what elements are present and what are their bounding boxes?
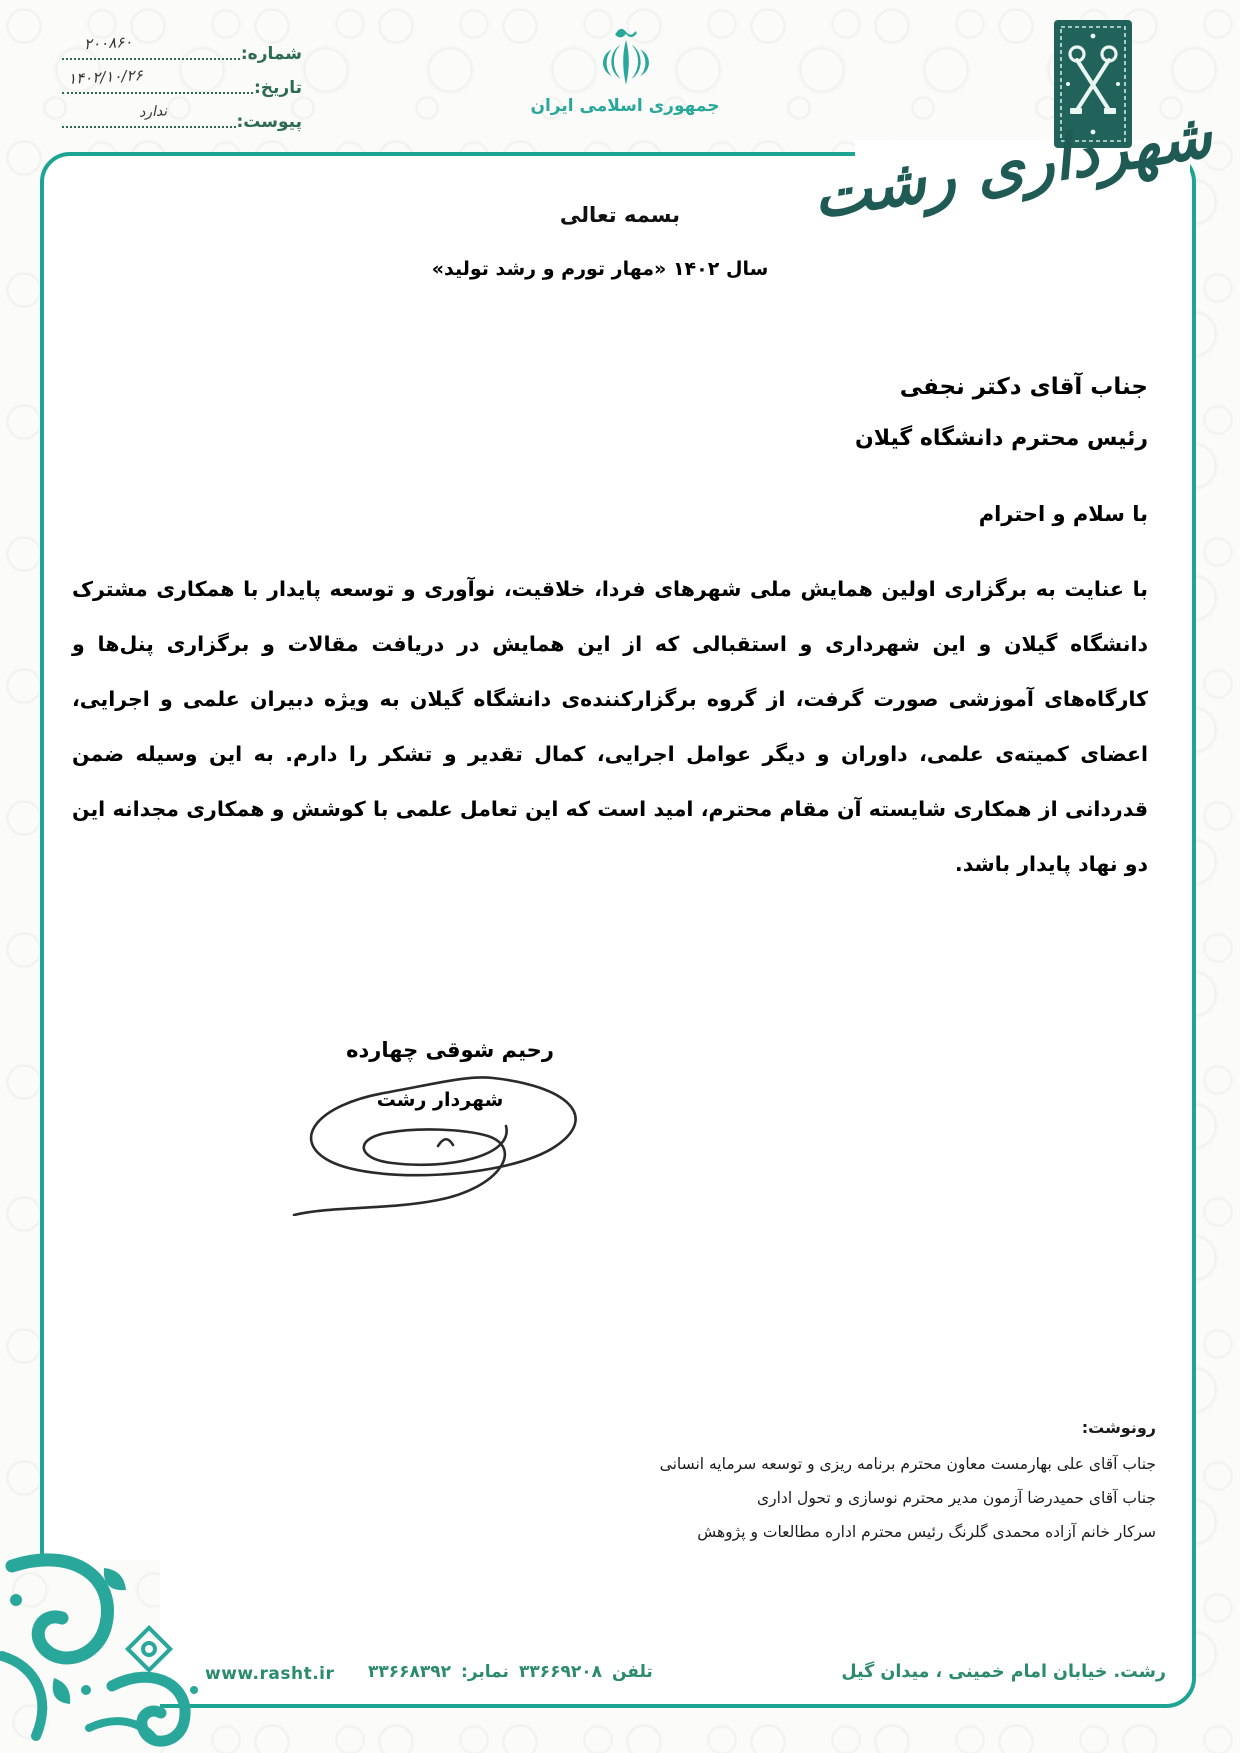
- cc-label: رونوشت:: [1081, 1418, 1156, 1437]
- signer-name: رحیم شوقی چهارده: [346, 1038, 554, 1062]
- phone-value: ۳۳۶۶۹۲۰۸: [518, 1662, 602, 1682]
- signature-scribble-icon: [288, 1066, 610, 1216]
- footer-phone-fax: [368, 1662, 653, 1682]
- footer-address: رشت. خیابان امام خمینی ، میدان گیل: [841, 1662, 1166, 1682]
- attachment-dotted-line: [62, 103, 236, 128]
- cc-item: جناب آقای علی بهارمست معاون محترم برنامه ریزی و توسعه سرمایه انسانی: [659, 1455, 1156, 1473]
- signer-title: شهردار رشت: [376, 1089, 504, 1111]
- floral-corner-ornament-icon: [0, 1538, 244, 1753]
- recipient-title: رئیس محترم دانشگاه گیلان: [854, 426, 1148, 451]
- attachment-label: پیوست:: [236, 112, 302, 132]
- attachment-value: ندارد: [138, 103, 168, 121]
- iran-emblem-icon: [592, 24, 660, 94]
- number-label: شماره:: [240, 44, 302, 64]
- state-title: جمهوری اسلامی ایران: [530, 96, 720, 116]
- number-row: [62, 30, 302, 64]
- number-dotted-line: [62, 32, 240, 60]
- cc-item: جناب آقای حمیدرضا آزمون مدیر محترم نوسازی و تحول اداری: [757, 1489, 1156, 1507]
- bismillah-heading: بسمه تعالی: [559, 203, 681, 227]
- fax-label: نمابر:: [461, 1662, 509, 1682]
- salutation: با سلام و احترام: [978, 502, 1148, 526]
- fax-value: ۳۳۶۶۸۳۹۲: [368, 1662, 452, 1682]
- letter-body: با عنایت به برگزاری اولین همایش ملی شهرهای فردا، خلاقیت، نوآوری و توسعه پایدار با همکاری مشترک دانشگاه گیلان و این شهرداری و استقبالی که از این همایش در دریافت مقالات و برگزاری پنل‌ها و کارگاه‌های آموزشی صورت گرفت، از گروه برگزارکننده‌ی دانشگاه گیلان به ویژه دبیران علمی و اجرایی، اعضای کمیته‌ی علمی، داوران و دیگر عوامل اجرایی، کمال تقدیر و تشکر را دارم. به این وسیله ضمن قدردانی از همکاری شایسته آن مقام محترم، امید است که این تعامل علمی با کوشش و همکاری مجدانه این دو نهاد پایدار باشد.: [72, 577, 1148, 876]
- cc-item: سرکار خانم آزاده محمدی گلرنگ رئیس محترم اداره مطالعات و پژوهش: [697, 1523, 1156, 1541]
- footer-website-link[interactable]: www.rasht.ir: [205, 1664, 335, 1684]
- letterhead-meta: [62, 30, 302, 132]
- date-label: تاریخ:: [254, 78, 302, 98]
- date-value: ۱۴۰۲/۱۰/۲۶: [67, 66, 143, 88]
- recipient-name: جناب آقای دکتر نجفی: [899, 374, 1148, 400]
- date-dotted-line: [62, 66, 253, 94]
- number-value: ۲۰۰۸۶۰: [83, 32, 133, 54]
- year-slogan: سال ۱۴۰۲ «مهار تورم و رشد تولید»: [431, 258, 769, 280]
- date-row: [62, 64, 302, 98]
- cc-section: [660, 1418, 1156, 1549]
- municipality-calligraphy-title: شهرداری رشت: [807, 97, 1217, 234]
- phone-label: تلفن: [611, 1662, 653, 1682]
- attachment-row: [62, 98, 302, 132]
